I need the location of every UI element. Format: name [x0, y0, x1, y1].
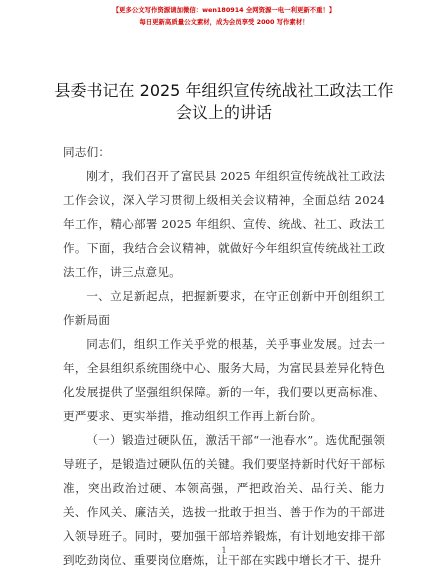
salutation: 同志们： [63, 145, 111, 159]
promo-banner-line-2: 每日更新高质量公文素材，成为会员享受 2000 写作素材！ [139, 18, 309, 26]
body-paragraph: （一）锻造过硬队伍，激活干部“一池春水”。选优配强领导班子，是锻造过硬队伍的关键。我们要坚持新时代好干部标准，突出政治过硬、本领高强，严把政治关、品行关、能力关、作风关、廉洁关，选拔一批敢于担当、善于作为的干部进入领导班子。同时，要加强干部培养锻炼，有计划地安排干部到吃劲岗位、重要岗位磨炼，让干部在实践中增长才干、提升 [63, 433, 385, 567]
page-number: 1 [221, 546, 227, 555]
section-heading: 一、立足新起点，把握新要求，在守正创新中开创组织工作新局面 [63, 289, 385, 327]
body-paragraph: 刚才，我们召开了富民县 2025 年组织宣传统战社工政法工作会议，深入学习贯彻上级相关会议精神，全面总结 2024 年工作，精心部署 2025 年组织、宣传、统战、社工、政法工作。下面，我结合会议精神，就做好今年组织宣传统战社工政法工作，讲三点意见。 [63, 169, 385, 279]
body-paragraph: 同志们，组织工作关乎党的根基，关乎事业发展。过去一年，全县组织系统围绕中心、服务大局，为富民县差异化特色化发展提供了坚强组织保障。新的一年，我们要以更高标准、更严要求、更实举措，推动组织工作再上新台阶。 [63, 337, 385, 423]
title-line-2: 会议上的讲话 [175, 103, 272, 122]
document-body [63, 140, 385, 572]
title-line-1: 县委书记在 2025 年组织宣传统战社工政法工作 [54, 81, 394, 100]
promo-banner-line-1: 【更多公文写作资源请加微信：wen180914 全网资源一电一利更新不重！】 [112, 6, 336, 14]
document-title [0, 80, 448, 124]
promo-banner [0, 4, 448, 28]
